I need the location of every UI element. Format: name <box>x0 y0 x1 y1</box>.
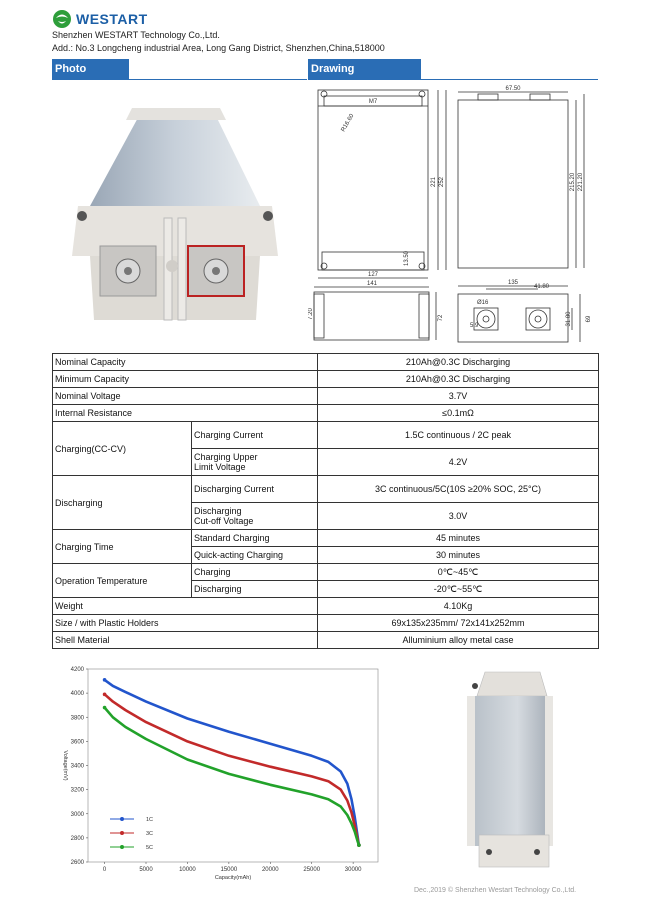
table-row <box>53 371 599 388</box>
drawing-top-dia: Ø16 <box>477 300 489 306</box>
spec-sublabel: Quick-acting Charging <box>192 547 318 564</box>
spec-sublabel: Discharging Current <box>192 476 318 503</box>
company-name: Shenzhen WESTART Technology Co.,Ltd. <box>52 30 220 40</box>
legend-label-1C: 1C <box>146 817 154 823</box>
y-tick-label: 2600 <box>70 860 84 866</box>
battery-photo-side <box>455 670 565 870</box>
photo-section-header: Photo <box>52 59 129 80</box>
spec-value: ≤0.1mΩ <box>318 405 599 422</box>
y-tick-label: 2800 <box>70 835 84 842</box>
x-tick-label: 5000 <box>139 867 153 873</box>
y-tick-label: 3400 <box>70 763 84 770</box>
spec-sublabel-line: Limit Voltage <box>194 462 246 472</box>
spec-label: Nominal Capacity <box>53 354 318 371</box>
spec-sublabel-line: Cut-off Voltage <box>194 516 254 526</box>
table-row <box>53 598 599 615</box>
drawing-header-rule <box>421 79 598 80</box>
x-tick-label: 0 <box>102 867 107 873</box>
spec-sublabel: Charging Current <box>192 422 318 449</box>
spec-sublabel <box>192 449 318 476</box>
spec-sublabel <box>192 503 318 530</box>
spec-value: 4.2V <box>318 449 599 476</box>
drawing-top-pitch: 41.80 <box>534 284 550 290</box>
x-tick-label: 10000 <box>179 867 196 873</box>
x-tick-label: 15000 <box>220 867 238 873</box>
series-start-point-1C <box>103 678 107 682</box>
drawing-section-header: Drawing <box>308 59 421 80</box>
spec-sublabel: Discharging <box>192 581 318 598</box>
y-tick-label: 3600 <box>70 739 84 746</box>
legend-label-3C: 3C <box>146 831 154 837</box>
battery-drawing <box>308 82 598 350</box>
spec-value: 3.0V <box>318 503 599 530</box>
footer-copyright: Dec.,2019 © Shenzhen Westart Technology Co.,Ltd. <box>414 887 577 894</box>
photo-header-rule <box>129 79 307 80</box>
logo-mark-icon <box>52 9 72 29</box>
drawing-top-h2: 69 <box>586 315 592 323</box>
spec-value: Alluminium alloy metal case <box>318 632 599 649</box>
drawing-top-pos: 5.9 <box>470 323 479 329</box>
spec-value: 1.5C continuous / 2C peak <box>318 422 599 449</box>
drawing-front-h1: 221 <box>431 176 437 188</box>
y-tick-label: 3200 <box>70 787 84 794</box>
spec-value: 30 minutes <box>318 547 599 564</box>
drawing-front-h2: 252 <box>439 176 445 188</box>
drawing-top-width: 135 <box>507 280 519 286</box>
x-tick-label: 20000 <box>261 867 279 873</box>
spec-value: 45 minutes <box>318 530 599 547</box>
spec-value: 69x135x235mm/ 72x141x252mm <box>318 615 599 632</box>
table-row <box>53 476 599 503</box>
spec-group-label: Charging Time <box>53 530 192 564</box>
spec-value: 210Ah@0.3C Discharging <box>318 354 599 371</box>
spec-group-label: Charging(CC-CV) <box>53 422 192 476</box>
spec-sublabel: Standard Charging <box>192 530 318 547</box>
x-axis-label: Capacity(mAh) <box>214 875 252 881</box>
table-row <box>53 354 599 371</box>
series-end-point-5C <box>357 843 361 847</box>
x-tick-label: 25000 <box>303 867 321 873</box>
table-row <box>53 405 599 422</box>
spec-label: Nominal Voltage <box>53 388 318 405</box>
spec-label: Size / with Plastic Holders <box>53 615 318 632</box>
spec-label: Internal Resistance <box>53 405 318 422</box>
drawing-label-m7: M7 <box>368 99 378 105</box>
drawing-radius: R16.60 <box>340 113 356 133</box>
spec-value: 3.7V <box>318 388 599 405</box>
spec-sublabel-line: Discharging <box>194 506 242 516</box>
spec-value: 4.10Kg <box>318 598 599 615</box>
company-address: Add.: No.3 Longcheng industrial Area, Long Gang District, Shenzhen,China,518000 <box>52 43 385 53</box>
y-axis-label: Voltage(mV) <box>62 750 68 781</box>
legend-marker-1C <box>120 817 124 821</box>
spec-label: Shell Material <box>53 632 318 649</box>
drawing-bottom-height: 72 <box>438 314 444 322</box>
spec-value: 0℃~45℃ <box>318 564 599 581</box>
table-row <box>53 422 599 449</box>
table-row <box>53 632 599 649</box>
y-tick-label: 4000 <box>70 691 84 698</box>
drawing-front-small: 13.50 <box>404 250 410 266</box>
legend-marker-3C <box>120 831 124 835</box>
drawing-top-h1: 31.80 <box>566 311 572 327</box>
drawing-bottom-left: 7.20 <box>308 308 314 320</box>
drawing-side-h2: 221.20 <box>578 172 584 192</box>
spec-group-label: Discharging <box>53 476 192 530</box>
spec-sublabel-line: Charging Upper <box>194 452 258 462</box>
series-start-point-5C <box>103 706 107 710</box>
y-tick-label: 3800 <box>70 715 84 722</box>
logo-text: WESTART <box>76 11 148 27</box>
table-row <box>53 564 599 581</box>
battery-photo <box>60 106 290 330</box>
spec-label: Minimum Capacity <box>53 371 318 388</box>
spec-sublabel: Charging <box>192 564 318 581</box>
table-row <box>53 615 599 632</box>
spec-value: 3C continuous/5C(10S ≥20% SOC, 25°C) <box>318 476 599 503</box>
table-row <box>53 530 599 547</box>
spec-table <box>52 353 599 649</box>
y-tick-label: 4200 <box>70 667 84 673</box>
spec-value: 210Ah@0.3C Discharging <box>318 371 599 388</box>
legend-marker-5C <box>120 845 124 849</box>
table-row <box>53 388 599 405</box>
y-tick-label: 3000 <box>70 811 84 818</box>
discharge-chart <box>54 663 384 888</box>
drawing-bottom-width: 141 <box>366 281 378 287</box>
legend-label-5C: 5C <box>146 845 154 851</box>
drawing-side-top: 67.50 <box>505 86 521 92</box>
company-logo <box>52 9 192 31</box>
spec-group-label: Operation Temperature <box>53 564 192 598</box>
spec-label: Weight <box>53 598 318 615</box>
drawing-front-bottom: 127 <box>367 272 379 278</box>
drawing-side-h1: 215.20 <box>570 172 576 192</box>
series-start-point-3C <box>103 693 107 697</box>
spec-value: -20℃~55℃ <box>318 581 599 598</box>
x-tick-label: 30000 <box>344 867 362 873</box>
